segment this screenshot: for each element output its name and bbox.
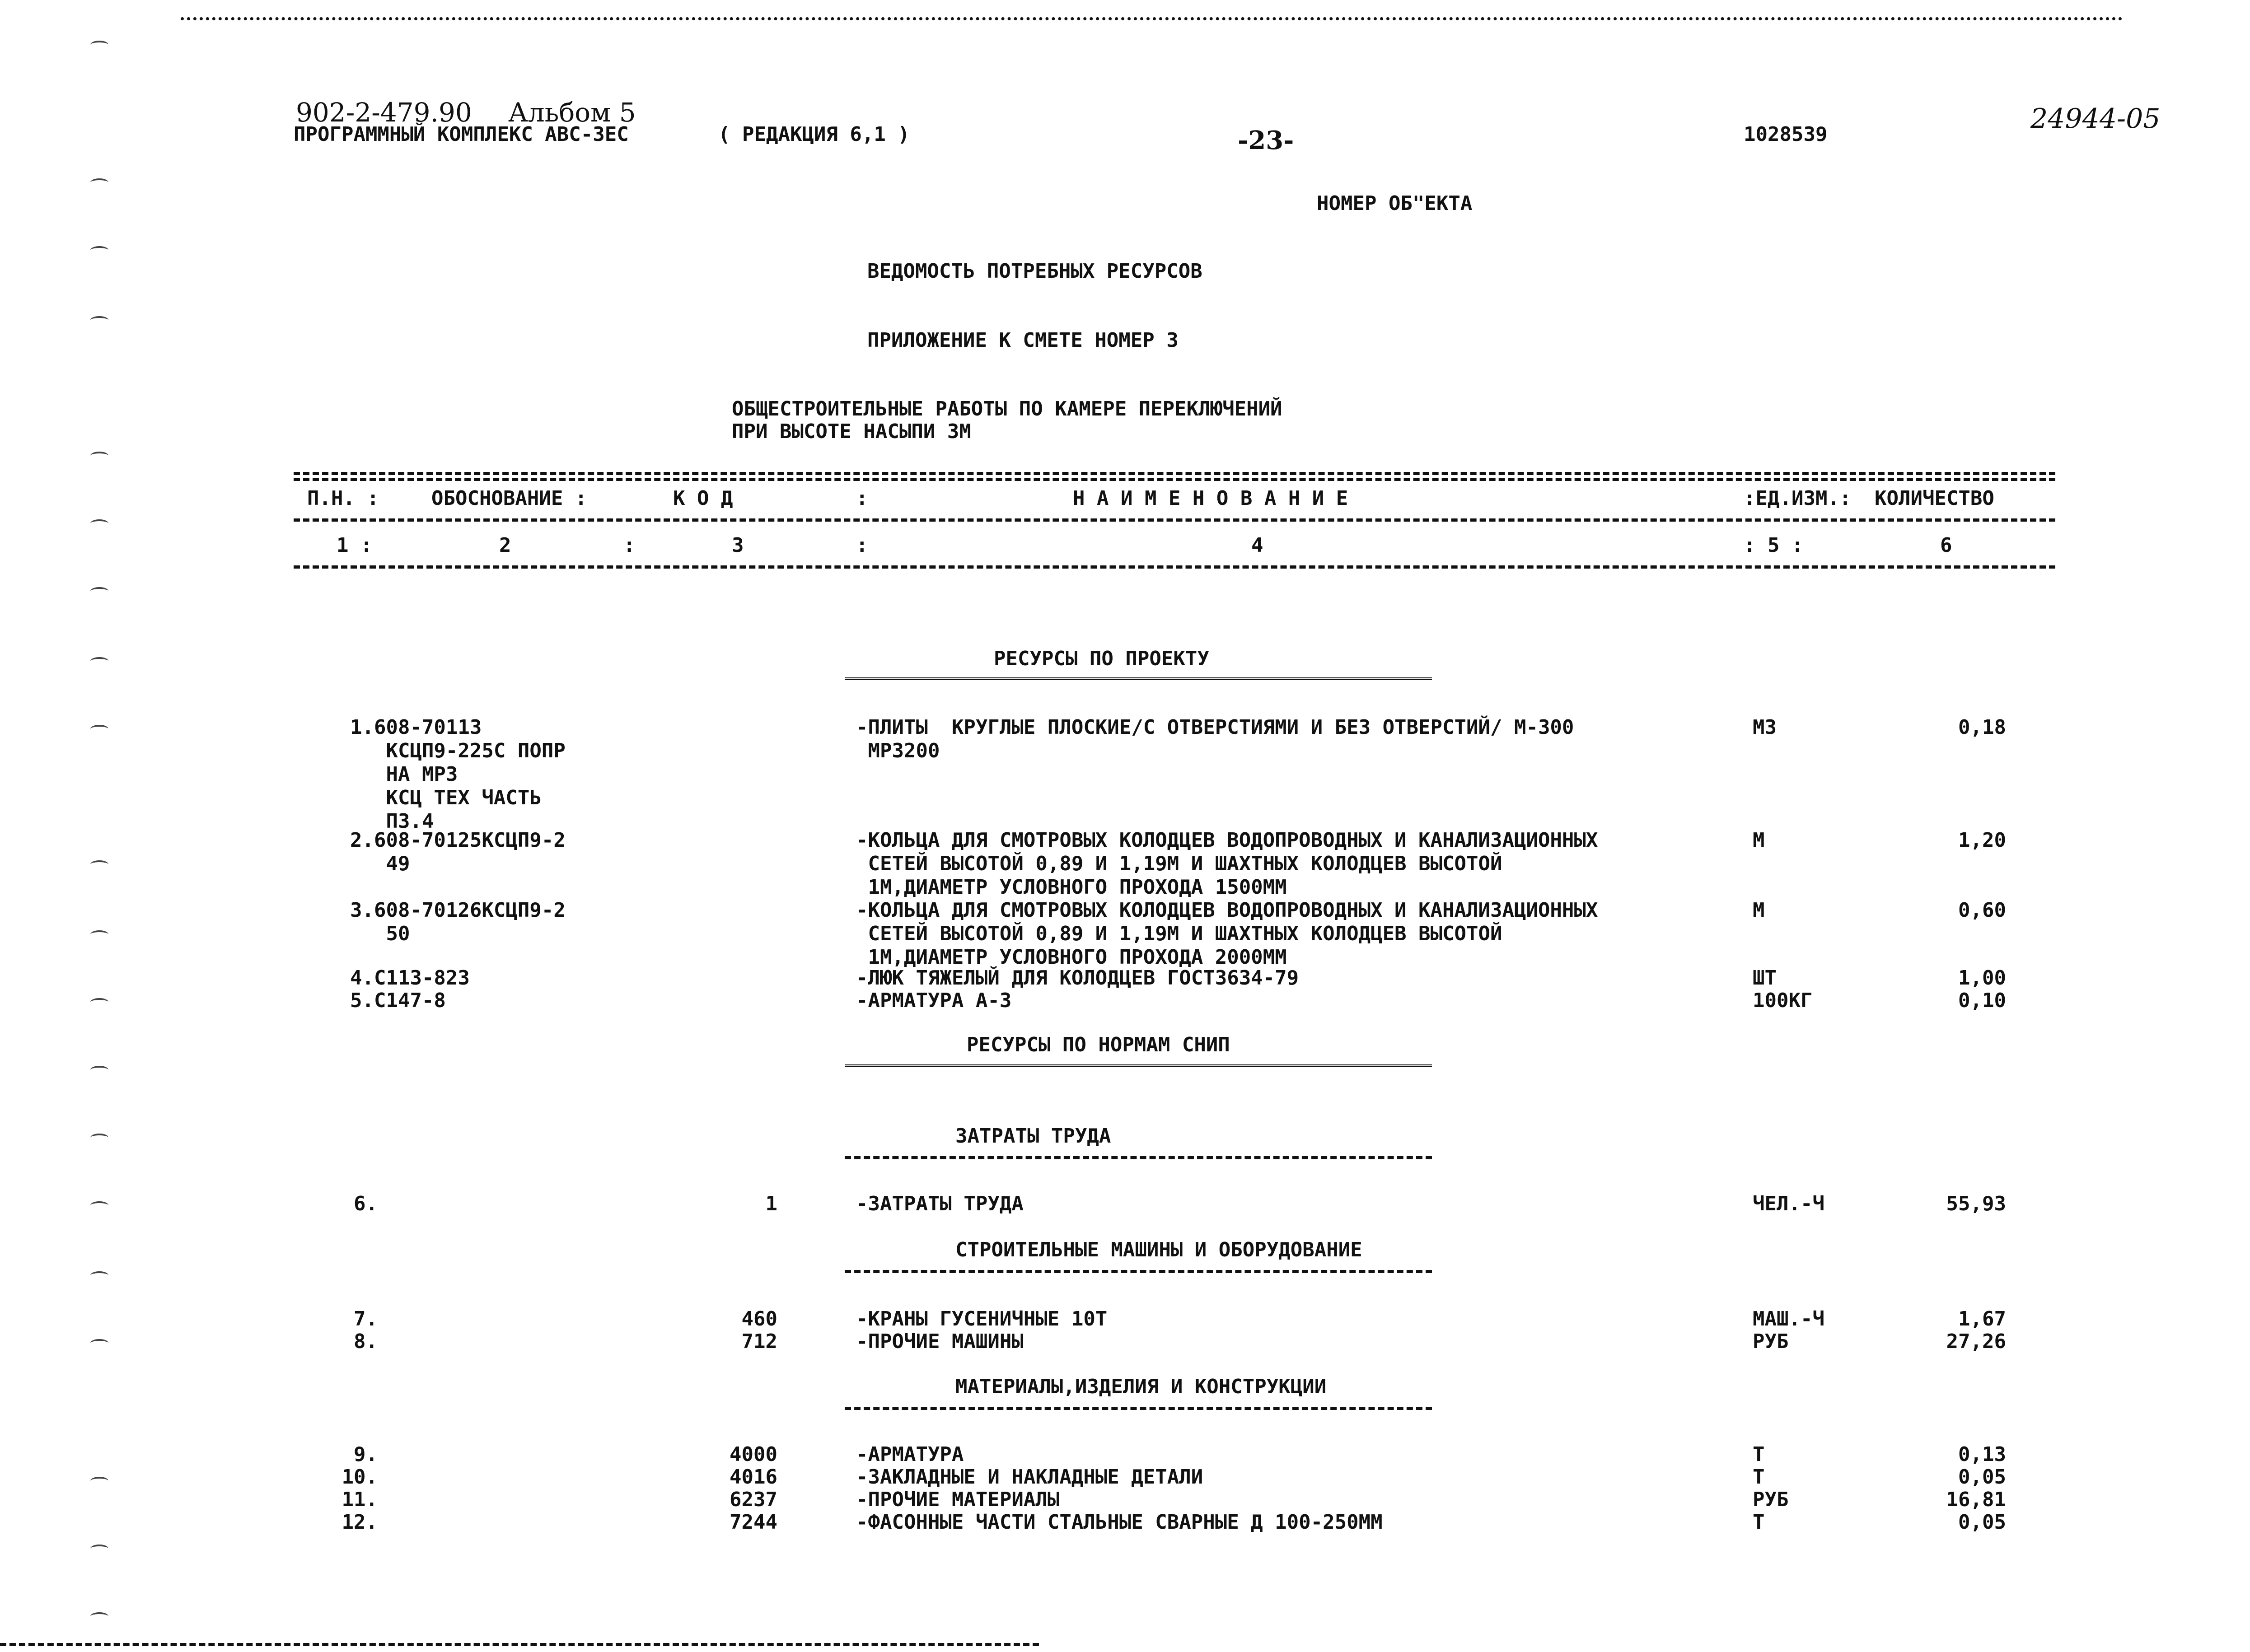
header-unit: :ЕД.ИЗМ.: — [1744, 487, 1852, 510]
quantity-cell: 0,18 — [1958, 716, 2006, 739]
code-cell: 7244 — [730, 1511, 777, 1534]
quantity-cell: 0,10 — [1958, 989, 2006, 1012]
document-id: 1028539 — [1744, 123, 1828, 146]
position-number: 8. — [354, 1330, 378, 1353]
section-underline-project — [845, 677, 1432, 683]
quantity-cell: 1,00 — [1958, 966, 2006, 989]
object-number-label: НОМЕР ОБ"ЕКТА — [1317, 192, 1473, 215]
colnum-5: : 5 : — [1744, 534, 1804, 557]
justification-line: 50 — [350, 922, 410, 945]
justification-line: 1.608-70113 — [350, 716, 482, 739]
report-subtitle: ПРИЛОЖЕНИЕ К СМЕТЕ НОМЕР 3 — [867, 329, 1179, 352]
resource-name-line: -КОЛЬЦА ДЛЯ СМОТРОВЫХ КОЛОДЦЕВ ВОДОПРОВОДНЫХ И КАНАЛИЗАЦИОННЫХ — [856, 829, 1598, 852]
resource-name: -ПРОЧИЕ МАШИНЫ — [856, 1330, 1024, 1353]
colnum-3-sep: : — [856, 534, 868, 557]
unit-cell: Т — [1753, 1443, 1765, 1466]
colnum-6: 6 — [1940, 534, 1952, 557]
header-code: К О Д — [673, 487, 733, 510]
unit-cell: 100КГ — [1753, 989, 1813, 1012]
unit-cell: РУБ — [1753, 1330, 1789, 1353]
table-top-rule — [294, 472, 2055, 475]
top-perforation — [181, 17, 2123, 20]
section-underline-labor — [845, 1156, 1432, 1159]
section-underline-machines — [845, 1270, 1432, 1273]
colnum-4: 4 — [1251, 534, 1263, 557]
album-code: 902-2-479.90 — [296, 97, 472, 128]
unit-cell: Т — [1753, 1465, 1765, 1489]
header-name: Н А И М Е Н О В А Н И Е — [1073, 487, 1348, 510]
resource-name-line: СЕТЕЙ ВЫСОТОЙ 0,89 И 1,19М И ШАХТНЫХ КОЛОДЦЕВ ВЫСОТОЙ — [856, 852, 1502, 875]
resource-name: -ЗАКЛАДНЫЕ И НАКЛАДНЫЕ ДЕТАЛИ — [856, 1465, 1203, 1489]
quantity-cell: 0,60 — [1958, 899, 2006, 922]
justification-line: 2.608-70125КСЦП9-2 — [350, 829, 566, 852]
position-number: 6. — [354, 1192, 378, 1215]
archive-stamp: 24944-05 — [2030, 103, 2161, 135]
program-name: ПРОГРАММНЫЙ КОМПЛЕКС АВС-3ЕС — [294, 123, 629, 146]
position-number: 12. — [341, 1511, 378, 1534]
justification-line: НА МР3 — [350, 763, 458, 786]
code-cell: 460 — [741, 1307, 777, 1330]
resource-name-line: 1М,ДИАМЕТР УСЛОВНОГО ПРОХОДА 1500ММ — [856, 876, 1287, 899]
album-label: Альбом 5 — [508, 97, 636, 128]
justification-line: 4.С113-823 — [350, 966, 470, 989]
position-number: 10. — [341, 1465, 378, 1489]
justification-line: КСЦП9-225С ПОПР — [350, 739, 566, 762]
section-title-project: РЕСУРСЫ ПО ПРОЕКТУ — [994, 647, 1209, 670]
section-title-materials: МАТЕРИАЛЫ,ИЗДЕЛИЯ И КОНСТРУКЦИИ — [955, 1375, 1327, 1398]
header-quantity: КОЛИЧЕСТВО — [1875, 487, 1994, 510]
quantity-cell: 0,05 — [1958, 1511, 2006, 1534]
quantity-cell: 1,20 — [1958, 829, 2006, 852]
unit-cell: ШТ — [1753, 966, 1777, 989]
bottom-perforation — [0, 1643, 1039, 1646]
code-cell: 6237 — [730, 1488, 777, 1511]
unit-cell: М — [1753, 899, 1765, 922]
section-underline-materials — [845, 1407, 1432, 1410]
position-number: 9. — [354, 1443, 378, 1466]
unit-cell: М3 — [1753, 716, 1777, 739]
unit-cell: М — [1753, 829, 1765, 852]
colnum-2-sep: : — [623, 534, 636, 557]
colnum-2: 2 — [499, 534, 511, 557]
header-sep: : — [856, 487, 868, 510]
resource-name-line: МР3200 — [856, 739, 940, 762]
unit-cell: РУБ — [1753, 1488, 1789, 1511]
quantity-cell: 16,81 — [1946, 1488, 2006, 1511]
report-title: ВЕДОМОСТЬ ПОТРЕБНЫХ РЕСУРСОВ — [867, 260, 1202, 283]
resource-name-line: -ЛЮК ТЯЖЕЛЫЙ ДЛЯ КОЛОДЦЕВ ГОСТ3634-79 — [856, 966, 1299, 989]
unit-cell: ЧЕЛ.-Ч — [1753, 1192, 1824, 1215]
resource-name-line: -ПЛИТЫ КРУГЛЫЕ ПЛОСКИЕ/С ОТВЕРСТИЯМИ И БЕЗ ОТВЕРСТИЙ/ М-300 — [856, 716, 1574, 739]
code-cell: 4000 — [730, 1443, 777, 1466]
work-description-line2: ПРИ ВЫСОТЕ НАСЫПИ 3М — [732, 420, 971, 443]
table-numbers-rule — [294, 565, 2055, 569]
page-number: -23- — [1238, 126, 1294, 155]
header-pn: П.Н. : — [307, 487, 379, 510]
justification-line: П3.4 — [350, 810, 434, 833]
header-justification: ОБОСНОВАНИЕ : — [431, 487, 587, 510]
colnum-3: 3 — [732, 534, 744, 557]
edition: ( РЕДАКЦИЯ 6,1 ) — [718, 123, 910, 146]
resource-name-line: СЕТЕЙ ВЫСОТОЙ 0,89 И 1,19М И ШАХТНЫХ КОЛОДЦЕВ ВЫСОТОЙ — [856, 922, 1502, 945]
table-top-rule-2 — [294, 478, 2055, 481]
resource-name-line: -КОЛЬЦА ДЛЯ СМОТРОВЫХ КОЛОДЦЕВ ВОДОПРОВОДНЫХ И КАНАЛИЗАЦИОННЫХ — [856, 899, 1598, 922]
resource-name-line: 1М,ДИАМЕТР УСЛОВНОГО ПРОХОДА 2000ММ — [856, 946, 1287, 969]
code-cell: 1 — [765, 1192, 777, 1215]
unit-cell: МАШ.-Ч — [1753, 1307, 1824, 1330]
justification-line: 49 — [350, 852, 410, 875]
justification-line: 5.С147-8 — [350, 989, 446, 1012]
quantity-cell: 0,13 — [1958, 1443, 2006, 1466]
code-cell: 4016 — [730, 1465, 777, 1489]
section-underline-norms — [845, 1064, 1432, 1070]
table-header-rule — [294, 518, 2055, 522]
unit-cell: Т — [1753, 1511, 1765, 1534]
quantity-cell: 0,05 — [1958, 1465, 2006, 1489]
position-number: 7. — [354, 1307, 378, 1330]
position-number: 11. — [341, 1488, 378, 1511]
section-title-labor: ЗАТРАТЫ ТРУДА — [955, 1125, 1111, 1148]
resource-name: -АРМАТУРА — [856, 1443, 964, 1466]
resource-name: -ПРОЧИЕ МАТЕРИАЛЫ — [856, 1488, 1060, 1511]
colnum-1: 1 : — [337, 534, 373, 557]
justification-line: 3.608-70126КСЦП9-2 — [350, 899, 566, 922]
resource-name: -ЗАТРАТЫ ТРУДА — [856, 1192, 1024, 1215]
quantity-cell: 27,26 — [1946, 1330, 2006, 1353]
work-description-line1: ОБЩЕСТРОИТЕЛЬНЫЕ РАБОТЫ ПО КАМЕРЕ ПЕРЕКЛЮЧЕНИЙ — [732, 397, 1282, 420]
quantity-cell: 1,67 — [1958, 1307, 2006, 1330]
quantity-cell: 55,93 — [1946, 1192, 2006, 1215]
resource-name-line: -АРМАТУРА А-3 — [856, 989, 1012, 1012]
justification-line: КСЦ ТЕХ ЧАСТЬ — [350, 786, 542, 809]
section-title-norms: РЕСУРСЫ ПО НОРМАМ СНИП — [967, 1033, 1230, 1056]
section-title-machines: СТРОИТЕЛЬНЫЕ МАШИНЫ И ОБОРУДОВАНИЕ — [955, 1238, 1362, 1261]
resource-name: -ФАСОННЫЕ ЧАСТИ СТАЛЬНЫЕ СВАРНЫЕ Д 100-250ММ — [856, 1511, 1383, 1534]
resource-name: -КРАНЫ ГУСЕНИЧНЫЕ 10Т — [856, 1307, 1108, 1330]
code-cell: 712 — [741, 1330, 777, 1353]
